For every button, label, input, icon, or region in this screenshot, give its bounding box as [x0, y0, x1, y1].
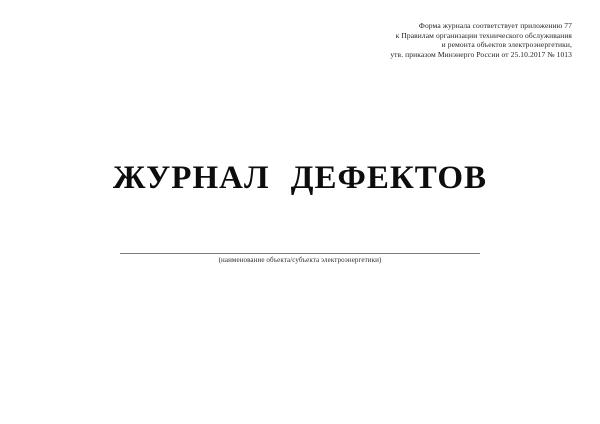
object-name-caption: (наименование объекта/субъекта электроэнергетики): [218, 256, 382, 264]
object-name-fill-line: [120, 230, 480, 254]
form-approval-note-line-1: Форма журнала соответствует приложению 77: [418, 21, 572, 30]
object-name-field-group: [120, 230, 480, 265]
form-approval-note-line-3: и ремонта объектов электроэнергетики,: [441, 40, 572, 49]
form-approval-note-line-4: утв. приказом Минэнерго России от 25.10.2017 № 1013: [390, 49, 572, 59]
form-approval-note: [390, 21, 572, 59]
form-approval-note-line-2: к Правилам организации технического обслуживания: [395, 30, 572, 40]
document-title: ЖУРНАЛ ДЕФЕКТОВ: [112, 160, 488, 196]
